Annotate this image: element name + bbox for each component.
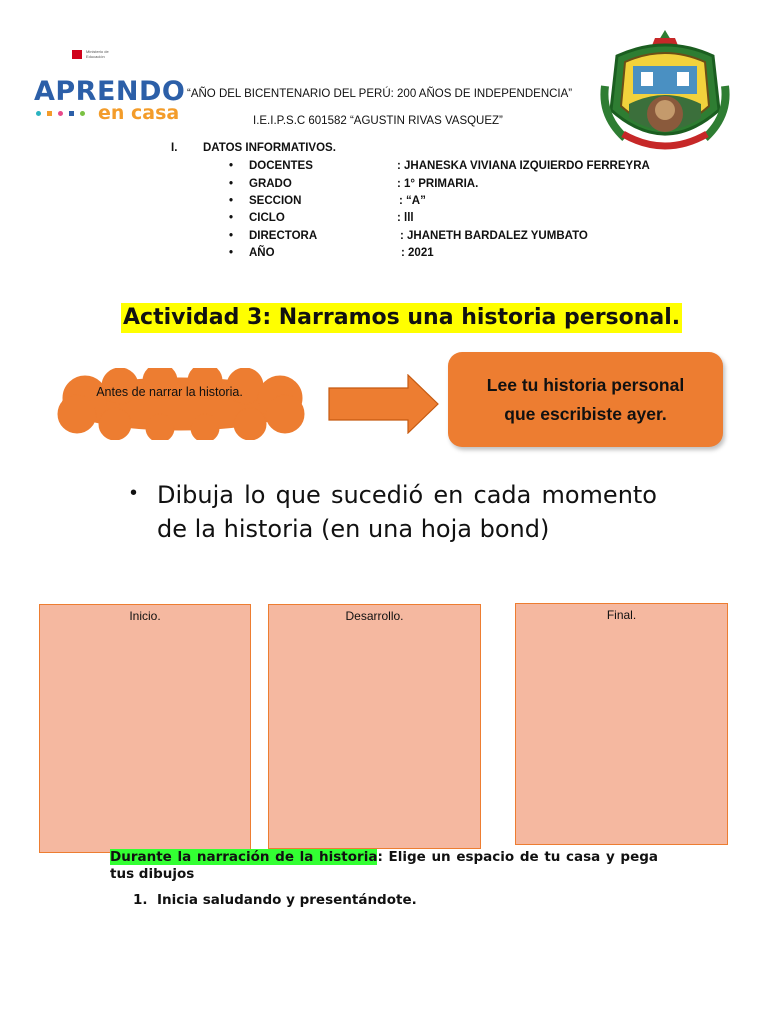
bullet: • xyxy=(229,195,234,207)
info-label: DIRECTORA xyxy=(249,230,318,242)
right-arrow-icon xyxy=(328,374,440,434)
info-value: : JHANETH BARDALEZ YUMBATO xyxy=(400,230,588,242)
info-value: : “A” xyxy=(399,195,426,207)
bullet: • xyxy=(229,247,234,259)
activity-title: Actividad 3: Narramos una historia personal. xyxy=(121,303,682,333)
cloud-shape xyxy=(45,368,315,440)
logo-sub-text: en casa xyxy=(98,102,180,124)
panel-desarrollo xyxy=(268,604,481,849)
drawing-instruction: Dibuja lo que sucedió en cada momento de la historia (en una hoja bond) xyxy=(157,481,657,543)
bullet: • xyxy=(229,230,234,242)
logo-shapes-icon xyxy=(36,111,85,116)
instruction-bullet: • xyxy=(130,482,138,504)
instruction-box-text: Lee tu historia personal que escribiste ayer. xyxy=(486,374,685,424)
section-number: I. xyxy=(171,142,178,154)
durante-highlight: Durante la narración de la historia xyxy=(110,849,378,865)
school-crest-icon xyxy=(595,26,735,164)
bicentennial-heading: “AÑO DEL BICENTENARIO DEL PERÚ: 200 AÑOS DE INDEPENDENCIA” xyxy=(187,88,573,100)
aprendo-en-casa-logo xyxy=(22,44,197,136)
ministry-text: Ministerio de Educación xyxy=(86,49,109,59)
bullet: • xyxy=(229,212,234,224)
info-value: : lll xyxy=(397,212,414,224)
step-item xyxy=(133,892,417,908)
info-label: DOCENTES xyxy=(249,160,313,172)
peru-flag-icon xyxy=(72,50,82,59)
info-label: AÑO xyxy=(249,247,275,259)
panel-label: Desarrollo. xyxy=(345,609,404,623)
info-section-title xyxy=(171,142,336,154)
info-value: : 2021 xyxy=(401,247,434,259)
panel-label: Final. xyxy=(606,608,637,622)
info-label: CICLO xyxy=(249,212,285,224)
logo-main-text: APRENDO xyxy=(34,76,186,107)
bullet: • xyxy=(229,178,234,190)
cloud-text: Antes de narrar la historia. xyxy=(96,385,243,399)
bullet: • xyxy=(229,160,234,172)
durante-paragraph xyxy=(110,849,658,883)
school-name: I.E.I.P.S.C 601582 “AGUSTIN RIVAS VASQUEZ” xyxy=(253,115,503,127)
durante-rest: : Elige un espacio de tu casa y pega tus dibujos xyxy=(110,849,658,882)
section-title-text: DATOS INFORMATIVOS. xyxy=(203,142,336,154)
info-value: : JHANESKA VIVIANA IZQUIERDO FERREYRA xyxy=(397,160,650,172)
step-number: 1. xyxy=(133,892,148,908)
info-label: GRADO xyxy=(249,178,292,190)
step-text: Inicia saludando y presentándote. xyxy=(157,892,417,908)
info-value: : 1° PRIMARIA. xyxy=(397,178,479,190)
panel-final xyxy=(515,603,728,845)
info-label: SECCION xyxy=(249,195,302,207)
instruction-box xyxy=(448,352,723,447)
ministry-badge xyxy=(72,50,126,59)
panel-inicio xyxy=(39,604,251,853)
panel-label: Inicio. xyxy=(129,609,161,623)
